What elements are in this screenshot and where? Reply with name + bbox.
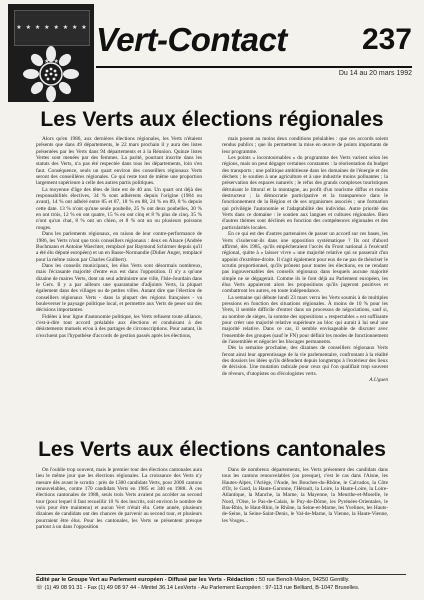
- paragraph: Fidèles à leur ligne d'autonomie politique, les Verts refusent toute alliance, c'est-à-dire tout accord préalable aux élections et conduisant à des désistements mutuels et/ou à des partages de circonscriptions. Pour autant, ils n'excluent pas l'hypothèse d'accords de gestion passés après les élections,: [36, 313, 202, 339]
- article-cantonales-column-2: [222, 467, 388, 571]
- eu-flag-icon: ★ ★ ★ ★ ★ ★ ★ ★ ★ ★: [14, 10, 90, 46]
- issue-number: 237: [361, 23, 412, 56]
- logo: [8, 4, 94, 102]
- article-regionales-column-2: [222, 136, 388, 432]
- paragraph: Dans les parlements régionaux, en raison de leur contre-performance de 1986, les Verts n'ont que trois conseillers régionaux : deux en Alsace (Andrée Buchmann et Antoine Waechter, remplacé par Raymond Schirmer depuis qu'il a été élu député européen) et un en Basse-Normandie (Didier Anger, remplacé pour la même raison par Charles Guilbert).: [36, 231, 202, 263]
- paragraph: Les points « incontournables » du programme des Verts varient selon les régions, mais on peut dégager certaines constantes : la réorientation du budget des transports ; une politique ambitieuse dans les domaines de l'énergie et des déchets ; le soutien à une agriculture et à une industrie moins polluantes ; la préservation des espaces naturels ; le refus des grands complexes touristiques détruisant le littoral et la montagne, au profit d'un tourisme diffus et moins destructeur ; la démocratie participative et la transparence dans le fonctionnement de la Région et de ses organismes associés ; une formation qui privilégie l'autonomie et l'adaptabilité des individus. Autre priorité des Verts dans ce domaine : le soutien aux langues et cultures régionales. Bien d'autres thèmes sont déclinés en fonction des compétences régionales et des particularités locales.: [222, 155, 388, 231]
- paragraph: mais posent au moins deux conditions préalables : que ces accords soient rendus publics ; que ils permettent la mise en œuvre de points importants de leur programme.: [222, 136, 388, 155]
- paragraph: En ce qui est des d'autres partenaires de passer un accord sur ces bases, les Verts s'isoleront-ils dans une opposition systématique ? Ils ont d'abord affirmé, dès 1985, qu'ils empêcheraient l'accès du Front national à l'exécutif régional, quitte à « laisser vivre » une majorité relative qui se passerait d'un appoint d'extrême-droite. Il s'agit également pour eux de ne pas de théoriser le scrutin proportionnel, qu'ils prônent pour toutes les élections, en ne rendant pas ingouvernables des conseils régionaux dans lesquels aucune majorité simple ne se dégagerait. Comme ils le font déjà au Parlement européen, les élus Verts appuieront alors les propositions qu'ils jugeront positives et combattront les autres, en toute indépendance.: [222, 231, 388, 295]
- article-cantonales-column-1: [36, 467, 202, 571]
- footer-editor: Édité par le Groupe Vert au Parlement européen - Diffusé par les Verts - Rédaction :: [36, 577, 258, 583]
- sunflower-icon: [16, 46, 86, 102]
- masthead-divider: [96, 66, 412, 68]
- masthead: [0, 0, 424, 108]
- paragraph: Dans de nombreux départements, les Verts présentent des candidats dans tous les cantons renouvelables (ou presque), c'est le cas dans l'Aisne, les Hautes-Alpes, l'Ariège, l'Aude, les Bouches-du-Rhône, le Calvados, la Côte d'Or, le Gard, la Haute-Garonne, l'Hérault, la Loire, la Haute-Loire, la Loire-Atlantique, la Manche, la Marne, la Mayenne, la Meurthe-et-Moselle, le Nord, l'Oise, le Pas-de-Calais, le Puy-de-Dôme, les Pyrénées-Orientales, le Bas-Rhin, le Haut-Rhin, le Rhône, la Seine-et-Marne, les Yvelines, les Hauts-de-Seine, la Seine-Saint-Denis, le Val-de-Marne, la Vienne, la Haute-Vienne, les Vosges...: [222, 467, 388, 524]
- publication-title: Vert-Contact: [96, 21, 287, 58]
- article-cantonales-headline: Les Verts aux élections cantonales: [38, 438, 386, 461]
- paragraph: La semaine qui débute lundi 23 mars verra les Verts soumis à de multiples pressions en fonction des situations régionales. À moins de 10 % pour les Verts, il semble difficile d'entrer dans un processus de négociations, sauf si, au nombre de sièges, la somme des oppositions « respectables » est suffisante pour créer une majorité relative supérieure au bloc qui aurait à lui seul une majorité relative. Dans ce cas, il semble envisageable de discuter avec l'ensemble des groupes (sauf le FN) pour définir les modes de fonctionnement de l'assemblée et négocier les blocages permanents.: [222, 294, 388, 345]
- footer-line-2: ☏ (1) 49 08 91 31 - Fax (1) 49 08 97 44 - Minitel 36.14 LesVerts - Au Parlement Européen : 97-113 rue Belliard, B-1047 Bruxelles.: [36, 584, 360, 591]
- footer-address: 50 rue Benoît-Malon, 94250 Gentilly.: [258, 577, 350, 583]
- paragraph: Dès la semaine prochaine, des dizaines de conseillers régionaux Verts feront ainsi leur apprentissage de la vie parlementaire, confrontant à la réalité des dossiers les idées qu'ils défendent depuis longtemps à l'extérieur des lieux de décision. Une mutation radicale pour ceux qui l'on qualifiait trop souvent de rêveurs, d'utopistes ou d'écologistes verts.: [222, 345, 388, 377]
- publisher-footer: [36, 574, 406, 599]
- paragraph: Alors qu'en 1986, aux dernières élections régionales, les Verts n'étaient présents que dans 49 départements, le 22 mars prochain il y aura des listes présentées par les Verts dans 94 départements et à la Réunion. Quinze listes Vertes sont menées par des femmes. La parité, pourtant inscrite dans les statuts des Verts, n'a pas été respectée dans tous les départements, loin s'en faut. Conséquence, seuls un quart environ des conseillers régionaux Verts seront des conseillères régionales. Ce qui reste tout de même une proportion largement supérieure à celle des autres partis politiques.: [36, 136, 202, 187]
- paragraph: La moyenne d'âge des têtes de liste est de 40 ans. Un quart ont déjà des responsabilités électives, 34 % sont adhérents depuis l'origine (1984 ou avant), 14 % ont adhéré entre 85 et 87, 18 % en 88, 24 % en 89, 8 % depuis cette date. 13 % n'ont qu'une seule poubelle, 25 % ont deux poubelles, 30 % en ont trois, 12 % en ont quatre, 15 % en ont cinq et 8 % plus de cinq. 35 % n'ont qu'un chat, 8 % ont un chien, et 8 % ont un ou plusieurs poissons rouges.: [36, 186, 202, 231]
- paragraph: On l'oublie trop souvent, mais le premier tour des élections cantonales aura lieu le même jour que les élections régionales. La croissance des Verts n'y mesure dès avant le scrutin : près de 1300 candidats Verts, pour 2000 cantons renouvelables, contre 170 candidats Verts en 1985 et 340 en 1988. À ces élections cantonales de 1988, seuls trois Verts avaient pu accéder au second tour (pour lequel il faut recueillir 10 % des inscrits, soit environ le nombre de voix pour être maintenu) et aucun Vert n'était élu. Cette année, plusieurs dizaines de candidats ont des chances de parvenir au second tour, et plusieurs pourraient être élus. Pour les cantonales, les Verts se présentent presque partout à un dans l'opposition: [36, 467, 202, 531]
- paragraph: Dans les conseils municipaux, les élus Verts sont désormais nombreux, mais l'écrasante majorité d'entre eux est dans l'opposition. Il n'y a qu'une dizaine de maires Verts, dont un seul administre une ville, l'Isle-Jourdain dans le Gers. Il y a par ailleurs une quarantaine d'adjoints Verts, la plupart également dans des villages ou de petites villes. Autant dire que l'élection de conseillers régionaux Verts - dans la plupart des régions françaises - va bouleverser le paysage politique local, et permettre aux Verts de peser sur des décisions importantes.: [36, 262, 202, 314]
- article-regionales-headline: Les Verts aux élections régionales: [40, 108, 384, 131]
- article-regionales-column-1: [36, 136, 202, 432]
- footer-line-1: [36, 577, 406, 585]
- issue-date: Du 14 au 20 mars 1992: [338, 70, 412, 77]
- author-signature: A.Uguen: [369, 377, 388, 384]
